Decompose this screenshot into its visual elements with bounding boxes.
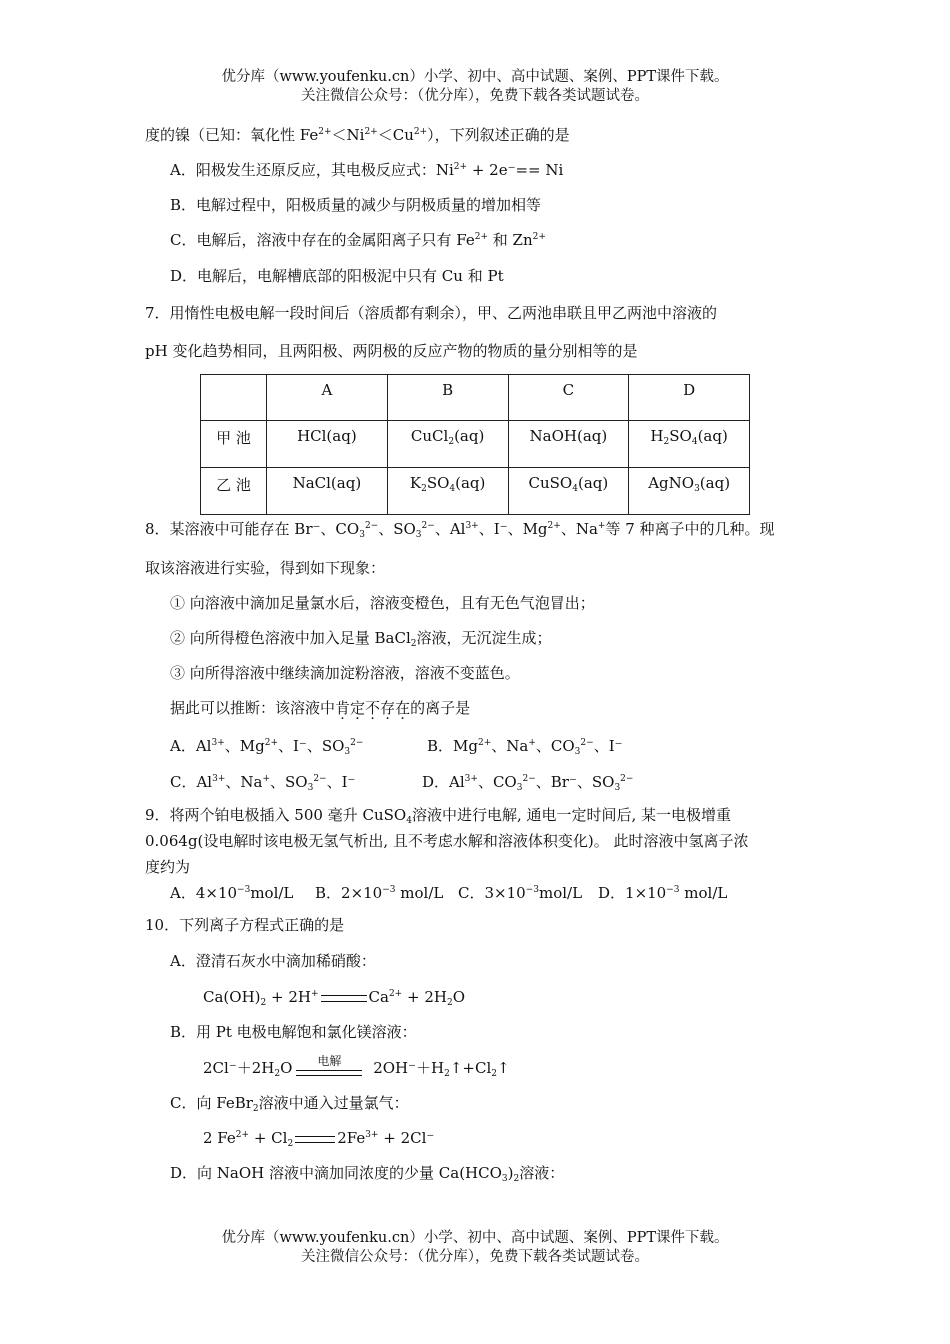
text: D．Al [422,773,465,791]
text: ↑ [497,1059,510,1077]
q10-equation-a [203,987,465,1007]
text: D．1×10 [598,884,667,902]
text: A．Al [170,737,212,755]
q10-option-a: A．澄清石灰水中滴加稀硝酸： [170,952,376,970]
text: D．向 NaOH 溶液中滴加同浓度的少量 Ca(HCO [170,1164,502,1182]
footer-line-1: 优分库（www.youfenku.cn）小学、初中、高中试题、案例、PPT课件下载。 [221,1230,729,1246]
text: ) [507,1164,514,1182]
sup: −3 [237,885,251,895]
text: B．Mg [427,737,478,755]
sub: 2 [513,1174,520,1184]
table-row [201,468,750,515]
text: (aq) [699,474,731,492]
sub: 2 [421,484,427,494]
q6-option-b: B．电解过程中，阳极质量的减少与阴极质量的增加相等 [170,196,542,214]
text: 、SO [378,520,416,538]
sup: 3+ [211,738,225,748]
table-cell: D [629,375,750,421]
emphasis-char: 在 [395,699,411,717]
text: (aq) [577,474,609,492]
page-footer [0,1229,950,1267]
sup: 2+ [413,127,428,137]
sub: 2 [444,1069,450,1079]
q8-stem-line-1 [145,519,775,539]
text: 2Fe [337,1129,366,1147]
table-cell: 乙 池 [201,468,267,515]
header-line-2: 关注微信公众号：（优分库），免费下载各类试题试卷。 [301,88,649,104]
text: 、I⁻、Mg [478,520,548,538]
text: mol/L [395,884,444,902]
table-cell: C [508,375,629,421]
sub: 4 [572,484,578,494]
sup: 3+ [465,521,479,531]
text: 2Cl⁻＋2H [203,1059,275,1077]
table-cell [387,421,508,468]
sub: 2 [446,998,453,1008]
text: 、Al [434,520,466,538]
text: 、CO [477,773,517,791]
text: 溶液中进行电解, 通电一定时间后, 某一电极增重 [411,806,732,824]
text: (aq) [454,427,485,445]
q10-equation-c [203,1128,434,1148]
text: 的离子是 [410,699,471,717]
sup: 2− [522,774,536,784]
q7-stem-line-2: pH 变化趋势相同，且两阳极、两阴极的反应产物的物质的量分别相等的是 [145,342,638,360]
sub: 2 [260,998,267,1008]
text: mol/L [679,884,728,902]
q8-option-d [422,772,633,792]
q8-option-b [427,736,623,756]
text: ↑+Cl [449,1059,492,1077]
text: mol/L [250,884,294,902]
text: 和 Zn [488,231,533,249]
header-line-1: 优分库（www.youfenku.cn）小学、初中、高中试题、案例、PPT课件下载。 [221,69,729,85]
q7-stem-line-1: 7．用惰性电极电解一段时间后（溶质都有剩余），甲、乙两池串联且甲乙两池中溶液的 [145,304,718,322]
text: ② 向所得橙色溶液中加入足量 BaCl [170,629,411,647]
emphasis-char: 不 [365,699,381,717]
text: 、Na [560,520,598,538]
text: O [452,988,466,1006]
sup: 2+ [547,521,561,531]
text: C．Al [170,773,213,791]
q6-stem [145,125,570,145]
q8-step-2 [170,628,552,648]
sub: 3 [415,530,422,540]
text: 等 7 种离子中的几种。现 [605,520,775,538]
q6-option-c [170,230,546,250]
sub: 2 [287,1139,294,1149]
text: 、Na [491,737,529,755]
text: O [280,1059,293,1077]
text: SO [426,474,450,492]
sup: 2− [580,738,594,748]
text: 、Br⁻、SO [535,773,615,791]
table-cell [201,375,267,421]
text: + 2H [402,988,447,1006]
text: ＜Cu [377,126,414,144]
q8-inference [170,698,470,718]
sup: 2− [421,521,435,531]
sup: 2+ [477,738,492,748]
q7-table [200,374,750,515]
sup: + [262,774,271,784]
q9-option-d [598,883,727,903]
table-cell: NaCl(aq) [267,468,388,515]
text: + 2Cl⁻ [378,1129,435,1147]
table-cell [387,468,508,515]
text: ＜Ni [331,126,365,144]
text: H [650,427,664,445]
sub: 2 [274,1069,281,1079]
sub: 3 [574,747,581,757]
sup: 3+ [212,774,226,784]
table-cell [629,468,750,515]
text: 2 Fe [203,1129,236,1147]
sub: 2 [448,437,455,447]
footer-line-2: 关注微信公众号：（优分库），免费下载各类试题试卷。 [301,1249,649,1265]
sup: + [528,738,536,748]
sup: 3+ [365,1130,379,1140]
text: mol/L [538,884,583,902]
emphasis-char: 存 [380,699,396,717]
sup: 2+ [235,1130,250,1140]
q8-stem-line-2: 取该溶液进行实验，得到如下现象： [145,559,386,577]
sup: 2+ [264,738,278,748]
text: 、I⁻、SO [278,737,345,755]
text: 、Na [225,773,263,791]
table-cell [629,421,750,468]
q9-option-b [315,883,443,903]
sup: 2+ [364,127,378,137]
sup: 2+ [453,162,468,172]
text: (aq) [697,427,728,445]
q10-option-c [170,1093,409,1113]
q9-stem-line-1 [145,805,731,825]
page-header [0,68,950,106]
condition-label: 电解 [317,1054,342,1068]
text: 据此可以推断：该溶液中 [170,699,336,717]
q8-option-a [170,736,363,756]
text: Ca [368,988,389,1006]
text: 、CO [535,737,575,755]
q8-option-c [170,772,355,792]
emphasis-char: 肯 [335,699,351,717]
text: + 2e⁻== Ni [467,161,564,179]
text: 溶液： [519,1164,565,1182]
table-cell: HCl(aq) [267,421,388,468]
table-cell [508,468,629,515]
text: CuCl [410,427,449,445]
sup: 2+ [474,232,488,242]
sup: 2+ [388,989,403,999]
q10-equation-b [203,1054,510,1079]
text: ），下列叙述正确的是 [427,126,570,144]
sup: −3 [525,885,539,895]
sup: 3+ [464,774,478,784]
sub: 3 [694,484,700,494]
text: C．向 FeBr [170,1094,253,1112]
sup: 2− [350,738,364,748]
text: (aq) [455,474,486,492]
sub: 3 [307,783,314,793]
q10-option-b: B．用 Pt 电极电解饱和氯化镁溶液： [170,1023,417,1041]
text: 、I⁻ [593,737,623,755]
sup: −3 [666,885,680,895]
text: 、SO [270,773,308,791]
sub: 3 [614,783,621,793]
text: A．4×10 [170,884,238,902]
sub: 3 [359,530,365,540]
q9-stem-line-2: 0.064g(设电解时该电极无氢气析出, 且不考虑水解和溶液体积变化)。 此时溶液中氢离子浓 [145,832,749,850]
table-cell: B [387,375,508,421]
table-row [201,421,750,468]
sup: + [597,521,606,531]
sup: 2+ [532,232,546,242]
text: + 2H [266,988,311,1006]
sup: −3 [382,885,396,895]
q8-step-3: ③ 向所得溶液中继续滴加淀粉溶液，溶液不变蓝色。 [170,664,520,682]
sub: 2 [410,639,417,649]
q9-option-a [170,883,293,903]
text: 、I⁻ [326,773,356,791]
text: 溶液，无沉淀生成； [416,629,552,647]
text: K [409,474,422,492]
table-header-row [201,375,750,421]
text: 2OH⁻＋H [368,1059,445,1077]
electrolysis-sign [296,1054,362,1079]
sub: 2 [663,437,670,447]
q6-option-d: D．电解后，电解槽底部的阳极泥中只有 Cu 和 Pt [170,267,504,285]
sub: 4 [691,437,698,447]
emphasis-char: 定 [350,699,366,717]
sup: 2+ [318,127,332,137]
text: 溶液中通入过量氯气： [258,1094,409,1112]
sup: + [310,989,319,999]
text: 8．某溶液中可能存在 Br⁻、CO [145,520,360,538]
text: 度的镍（已知：氧化性 Fe [145,126,319,144]
equals-sign [321,995,367,1002]
text: AgNO [648,474,695,492]
q10-stem: 10．下列离子方程式正确的是 [145,916,345,934]
text: C．3×10 [458,884,526,902]
sub: 2 [491,1069,498,1079]
text: B．2×10 [315,884,383,902]
q10-option-d [170,1163,564,1183]
equals-sign [295,1136,335,1143]
table-cell: 甲 池 [201,421,267,468]
text: CuSO [528,474,573,492]
sup: 2− [313,774,327,784]
sub: 2 [252,1104,259,1114]
sup: 2− [620,774,634,784]
q9-stem-line-3: 度约为 [145,858,191,876]
text: 、Mg [224,737,265,755]
table-cell: NaOH(aq) [508,421,629,468]
table-cell: A [267,375,388,421]
text: A．阳极发生还原反应，其电极反应式：Ni [170,161,454,179]
text: + Cl [249,1129,288,1147]
q9-option-c [458,883,582,903]
sub: 3 [501,1174,508,1184]
q6-option-a [170,160,563,180]
text: C．电解后，溶液中存在的金属阳离子只有 Fe [170,231,475,249]
sub: 4 [449,484,456,494]
text: 9．将两个铂电极插入 500 毫升 CuSO [145,806,407,824]
text: SO [669,427,692,445]
sub: 4 [406,816,412,826]
sup: 2− [364,521,379,531]
q8-step-1: ① 向溶液中滴加足量氯水后，溶液变橙色，且有无色气泡冒出； [170,594,595,612]
sub: 3 [344,747,351,757]
text: Ca(OH) [203,988,261,1006]
equals-bars [296,1070,362,1076]
sub: 3 [516,783,523,793]
